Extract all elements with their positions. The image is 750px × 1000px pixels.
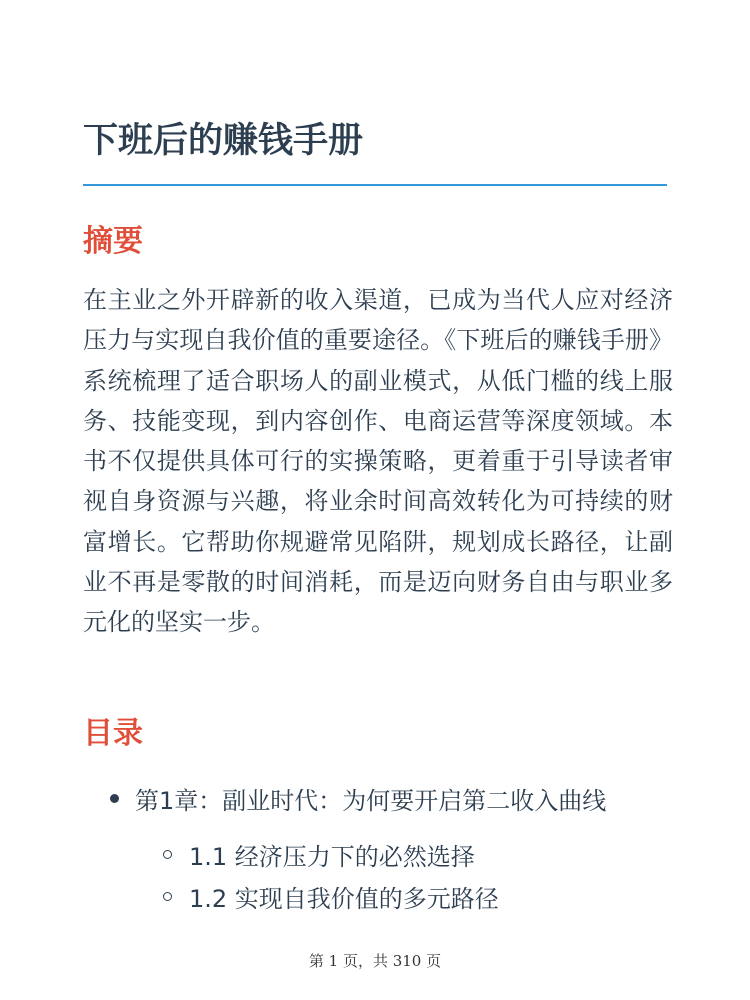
toc-chapter-label: 第1章：副业时代：为何要开启第二收入曲线	[135, 786, 607, 815]
title-divider	[83, 184, 667, 186]
toc-section-1-2[interactable]	[163, 877, 499, 915]
document-title: 下班后的赚钱手册	[83, 121, 364, 161]
toc-section-1-1[interactable]	[163, 835, 475, 873]
toc-section-label: 1.2 实现自我价值的多元路径	[189, 884, 499, 913]
bullet-circle-icon	[163, 892, 172, 901]
abstract-heading: 摘要	[83, 224, 143, 259]
toc-section-label: 1.1 经济压力下的必然选择	[189, 842, 475, 871]
toc-heading: 目录	[83, 716, 143, 751]
abstract-paragraph: 在主业之外开辟新的收入渠道，已成为当代人应对经济压力与实现自我价值的重要途径。《下班后的赚钱手册》系统梳理了适合职场人的副业模式，从低门槛的线上服务、技能变现，到内容创作、电商运营等深度领域。本书不仅提供具体可行的实操策略，更着重于引导读者审视自身资源与兴趣，将业余时间高效转化为可持续的财富增长。它帮助你规避常见陷阱，规划成长路径，让副业不再是零散的时间消耗，而是迈向财务自由与职业多元化的坚实一步。	[83, 286, 673, 637]
bullet-circle-icon	[163, 850, 172, 859]
toc-chapter-1[interactable]	[110, 779, 606, 817]
bullet-disc-icon	[110, 794, 119, 803]
page-number-footer: 第 1 页，共 310 页	[308, 952, 442, 970]
